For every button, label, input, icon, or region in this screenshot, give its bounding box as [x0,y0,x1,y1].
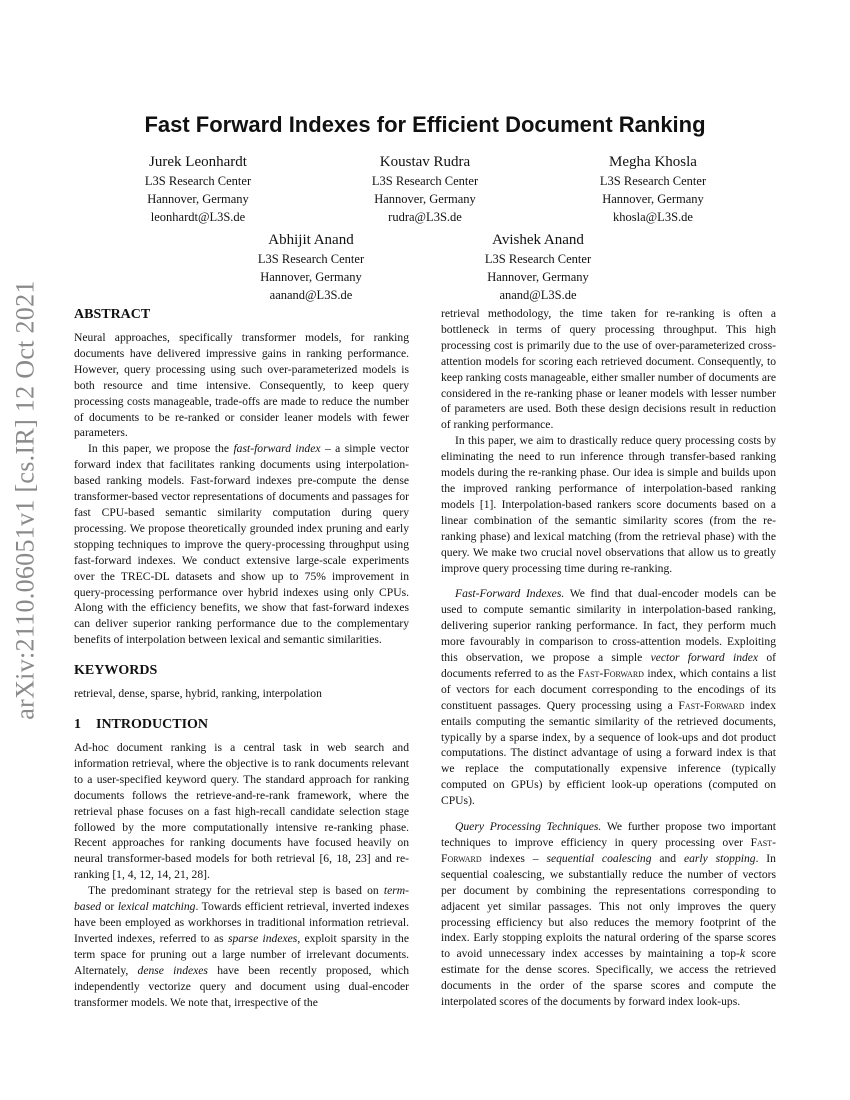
left-column [74,306,409,1010]
author-location: Hannover, Germany [260,270,362,284]
author-affiliation: L3S Research Center [599,174,707,188]
author-email: aanand@L3S.de [269,288,353,302]
abstract-paragraph: Neural approaches, specifically transformer models, for ranking documents have delivered impressive gains in ranking performance. However, query processing using such over-parameterized models is both resource and time intensive. Consequently, to keep query processing costs manageable, trade-offs are made to reduce the number of documents to be re-ranked or consider leaner models with fewer parameters. [74,331,409,440]
paragraph-heading: Query Processing Techniques. [455,820,602,834]
author-name: Megha Khosla [609,154,697,170]
author-block [553,152,753,226]
author-affiliation: L3S Research Center [484,252,592,266]
keywords-heading: KEYWORDS [74,663,158,679]
author-email: khosla@L3S.de [613,210,693,224]
body-paragraph: Fast-Forward Indexes. We find that dual-encoder models can be used to compute semantic similarity in interpolation-based ranking, delivering superior ranking performance. In fact, they perform much more favourably in comparison to cross-attention models. Exploiting this observation, we propose a simple vector forward index of documents referred to as the Fast-Forward index, which contains a list of vectors for each document corresponding to the encodings of its constituent passages. Query processing using a Fast-Forward index entails computing the semantic similarity of the retrieved documents, typically by a sparse index, by a sequence of look-ups and dot product computations. The distinct advantage of using a forward index is that we replace the computationally expensive inference (typically computed on GPUs) by efficient look-up operations (computed on CPUs). [441,587,777,808]
author-location: Hannover, Germany [602,192,704,206]
author-block [325,152,525,226]
author-name: Abhijit Anand [268,232,354,248]
body-paragraph: retrieval methodology, the time taken for re-ranking is often a bottleneck in terms of query processing throughput. This high processing cost is primarily due to the use of over-parameterized cross-attention models for scoring each retrieved document. Consequently, to keep ranking costs manageable, either smaller number of documents are considered in the re-ranking phase or leaner models with lesser number of parameters are used. Both these design decisions result in reduction of ranking performance. [441,307,776,432]
author-location: Hannover, Germany [147,192,249,206]
keywords-text: retrieval, dense, sparse, hybrid, ranking, interpolation [74,687,322,701]
arxiv-stamp-text: arXiv:2110.06051v1 [cs.IR] 12 Oct 2021 [11,280,40,720]
body-paragraph: Ad-hoc document ranking is a central task in web search and information retrieval, where the objective is to rank documents relevant to a user-specified keyword query. The standard approach for ranking documents follows the retrieve-and-re-rank framework, where the retrieval phase focuses on a fast high-recall candidate selection stage followed by the more computationally intensive re-ranking phase. Recent approaches for ranking documents have focused heavily on neural transformer-based models for both retrieval [6, 18, 23] and re-ranking [1, 4, 12, 14, 21, 28]. [74,741,409,882]
author-name: Jurek Leonhardt [149,154,247,170]
author-block [438,230,638,304]
abstract-paragraph: In this paper, we propose the fast-forward index – a simple vector forward index that facilitates ranking documents using interpolation-based ranking models. Fast-forward indexes pre-compute the dense transformer-based vector representations of documents and passages for fast CPU-based semantic similarity computation during query processing. We propose theoretically grounded index pruning and early stopping techniques to improve the query-processing throughput using fast-forward indexes. We conduct extensive large-scale experiments over the TREC-DL datasets and show up to 75% improvement in query-processing performance over hybrid indexes using only CPUs. Along with the efficiency benefits, we show that fast-forward indexes can deliver superior ranking performance due to the complementary benefits of interpolation between lexical and semantic similarities. [74,442,410,647]
right-column [441,306,776,1010]
section-heading: 1 INTRODUCTION [74,717,209,733]
arxiv-stamp [2,280,50,720]
abstract-heading: ABSTRACT [74,307,151,322]
author-name: Avishek Anand [492,232,584,248]
body-paragraph: Query Processing Techniques. We further propose two important techniques to improve efficiency in query processing over Fast-Forward indexes – sequential coalescing and early stopping. In sequential coalescing, we substantially reduce the number of vectors per document by combining the representations corresponding to adjacent yet similar passages. This not only improves the query processing efficiency but also reduces the memory footprint of the index. Early stopping exploits the natural ordering of the sparse scores to avoid unnecessary index accesses by maintaining a top-k score estimate for the dense scores. Specifically, we access the retrieved documents in the order of the sparse scores and compute the interpolated scores of the documents by forward index look-ups. [441,820,776,1009]
paragraph-heading: Fast-Forward Indexes. [455,587,565,601]
author-email: anand@L3S.de [499,288,577,302]
author-affiliation: L3S Research Center [144,174,252,188]
author-block [211,230,411,304]
author-location: Hannover, Germany [374,192,476,206]
author-email: rudra@L3S.de [388,210,462,224]
author-location: Hannover, Germany [487,270,589,284]
body-paragraph: In this paper, we aim to drastically reduce query processing costs by eliminating the need to run inference through transfer-based ranking models during the re-ranking phase. Our idea is simple and builds upon the improved ranking performance of interpolation-based ranking models [1]. Interpolation-based rankers score documents based on a linear combination of the semantic similarity scores (from the re-ranking phase) and lexical matching (from the retrieval phase) with the query. We make two crucial novel observations that allow us to greatly improve query processing time during re-ranking. [441,434,776,575]
author-affiliation: L3S Research Center [257,252,365,266]
author-affiliation: L3S Research Center [371,174,479,188]
body-paragraph: The predominant strategy for the retrieval step is based on term-based or lexical matching. Towards efficient retrieval, inverted indexes have been employed as workhorses in traditional information retrieval. Inverted indexes, referred to as sparse indexes, exploit sparsity in the term space for pruning out a large number of irrelevant documents. Alternately, dense indexes have been recently proposed, which independently vectorize query and document using dual-encoder transformer models. We note that, irrespective of the [74,884,409,1009]
author-email: leonhardt@L3S.de [150,210,246,224]
author-name: Koustav Rudra [379,154,471,170]
author-block [98,152,298,226]
paper-title: Fast Forward Indexes for Efficient Document Ranking [144,112,706,137]
